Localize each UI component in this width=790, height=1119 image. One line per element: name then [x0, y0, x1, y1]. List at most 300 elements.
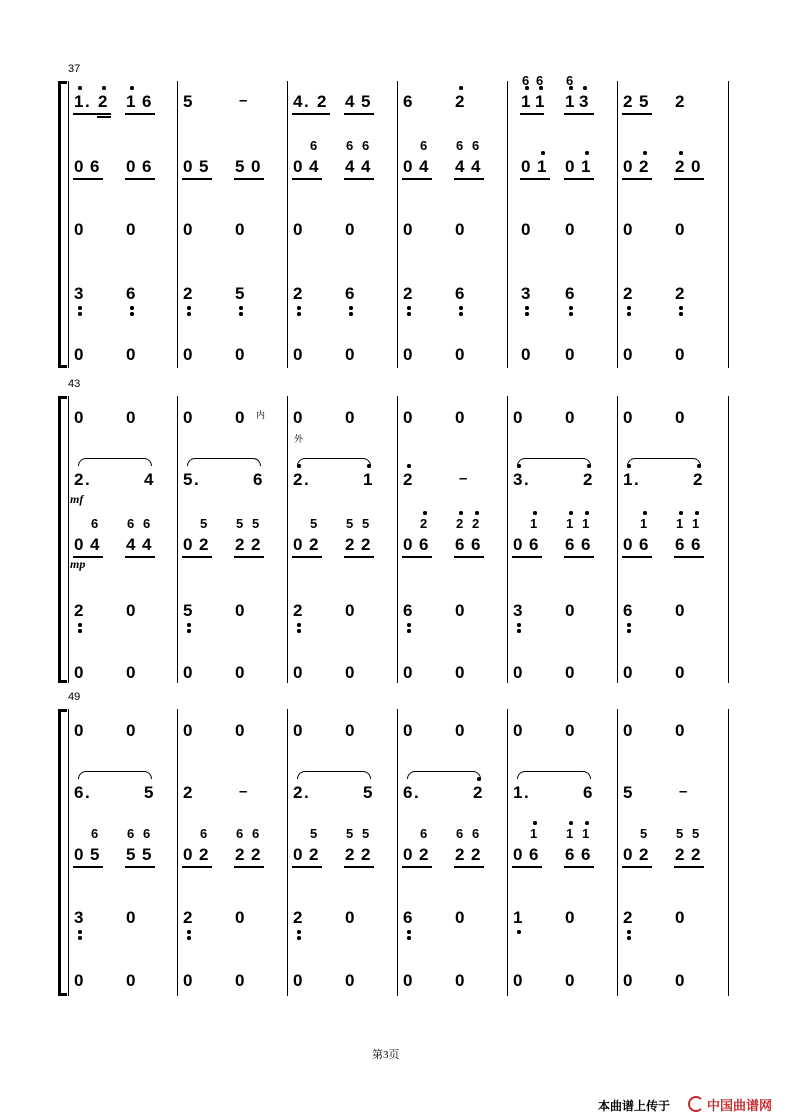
note: 0: [623, 408, 633, 427]
note: 0: [455, 345, 465, 364]
note: 1: [521, 92, 531, 111]
note: 2: [199, 845, 209, 864]
note: 0: [74, 971, 84, 990]
note: 0: [74, 845, 84, 864]
low-dot: [297, 306, 301, 310]
low-dot: [78, 312, 82, 316]
note: 2: [235, 845, 245, 864]
note: 1: [513, 783, 523, 802]
note: 2: [639, 845, 649, 864]
beam: [528, 556, 542, 558]
system-line: [68, 81, 69, 368]
note: 2: [693, 470, 703, 489]
note: 1: [363, 470, 373, 489]
note: 0: [455, 220, 465, 239]
beam: [580, 178, 594, 180]
chord-note: 6: [200, 826, 208, 841]
note: 4: [455, 157, 465, 176]
dash: –: [239, 92, 248, 109]
beam: [89, 178, 103, 180]
low-dot: [407, 312, 411, 316]
beam: [360, 556, 374, 558]
barline: [397, 396, 398, 683]
beam: [418, 556, 432, 558]
note: 0: [74, 408, 84, 427]
note: 0: [513, 721, 523, 740]
chord-note: 6: [420, 138, 428, 153]
low-dot: [78, 623, 82, 627]
note: 0: [183, 345, 193, 364]
low-dot: [627, 306, 631, 310]
slur: [517, 771, 591, 779]
note: 0: [565, 663, 575, 682]
beam: [690, 178, 704, 180]
note: 5: [623, 783, 633, 802]
note: 0: [623, 721, 633, 740]
note: 0: [126, 663, 136, 682]
note: 0: [565, 601, 575, 620]
note: 6: [583, 783, 593, 802]
note: 4: [90, 535, 100, 554]
note: 0: [235, 601, 245, 620]
system-line: [68, 396, 69, 683]
high-dot: [643, 511, 647, 515]
low-dot: [407, 930, 411, 934]
note: 2: [403, 470, 413, 489]
note: 6: [403, 92, 413, 111]
augmentation-dot: .: [304, 92, 309, 111]
note: 4: [471, 157, 481, 176]
chord-note: 6: [252, 826, 260, 841]
high-dot: [423, 511, 427, 515]
measure-number: 49: [68, 691, 81, 703]
note: 2: [293, 470, 303, 489]
beam: [638, 178, 652, 180]
note: 6: [455, 535, 465, 554]
chord-note: 6: [566, 73, 574, 88]
note: 0: [126, 971, 136, 990]
augmentation-dot: .: [524, 783, 529, 802]
chord-note: 1: [530, 826, 538, 841]
note: 5: [183, 601, 193, 620]
note: 2: [309, 535, 319, 554]
barline: [507, 709, 508, 996]
note: 0: [623, 971, 633, 990]
beam: [470, 866, 484, 868]
chord-note: 1: [676, 516, 684, 531]
note: 1: [581, 157, 591, 176]
low-dot: [627, 629, 631, 633]
chord-note: 2: [456, 516, 464, 531]
note: 2: [293, 783, 303, 802]
slur: [627, 458, 701, 466]
chord-note: 6: [143, 516, 151, 531]
chord-note: 5: [676, 826, 684, 841]
note: 6: [565, 845, 575, 864]
note: 5: [235, 284, 245, 303]
note: 2: [583, 470, 593, 489]
note: 0: [565, 220, 575, 239]
measure-number: 43: [68, 378, 81, 390]
note: 2: [235, 535, 245, 554]
note: 2: [473, 783, 483, 802]
note: 2: [675, 845, 685, 864]
chord-note: 5: [640, 826, 648, 841]
low-dot: [517, 629, 521, 633]
beam: [418, 178, 432, 180]
note: 0: [403, 845, 413, 864]
barline: [177, 81, 178, 368]
note: 4: [142, 535, 152, 554]
note: 0: [235, 908, 245, 927]
annotation: 外: [294, 434, 304, 444]
augmentation-dot: .: [85, 470, 90, 489]
note: 2: [403, 284, 413, 303]
barline: [617, 396, 618, 683]
note: 0: [403, 971, 413, 990]
system-line: [68, 709, 69, 996]
note: 0: [293, 721, 303, 740]
chord-note: 1: [582, 516, 590, 531]
note: 0: [293, 663, 303, 682]
beam: [638, 556, 652, 558]
chord-note: 6: [456, 138, 464, 153]
note: 0: [403, 408, 413, 427]
barline: [287, 81, 288, 368]
note: 2: [183, 284, 193, 303]
note: 0: [183, 157, 193, 176]
note: 0: [74, 721, 84, 740]
note: 0: [74, 157, 84, 176]
note: 2: [675, 157, 685, 176]
note: 0: [345, 601, 355, 620]
note: 0: [235, 408, 245, 427]
note: 3: [513, 470, 523, 489]
high-dot: [407, 464, 411, 468]
note: 0: [513, 971, 523, 990]
note: 0: [293, 845, 303, 864]
note: 4: [361, 157, 371, 176]
note: 3: [521, 284, 531, 303]
note: 0: [565, 408, 575, 427]
high-dot: [679, 151, 683, 155]
barline: [177, 396, 178, 683]
low-dot: [78, 930, 82, 934]
note: 0: [455, 601, 465, 620]
low-dot: [187, 312, 191, 316]
note: 2: [74, 601, 84, 620]
beam: [141, 178, 155, 180]
note: 0: [235, 721, 245, 740]
note: 0: [345, 220, 355, 239]
high-dot: [533, 511, 537, 515]
note: 1: [126, 92, 136, 111]
chord-note: 2: [472, 516, 480, 531]
annotation: 内: [256, 410, 266, 420]
note: 1: [565, 92, 575, 111]
augmentation-dot: .: [85, 783, 90, 802]
note: 0: [293, 345, 303, 364]
note: 0: [565, 345, 575, 364]
note: 2: [293, 908, 303, 927]
note: 0: [521, 345, 531, 364]
chord-note: 6: [143, 826, 151, 841]
beam: [89, 556, 103, 558]
barline: [728, 709, 729, 996]
note: 0: [623, 157, 633, 176]
low-dot: [627, 623, 631, 627]
note: 3: [513, 601, 523, 620]
note: 2: [345, 845, 355, 864]
high-dot: [459, 511, 463, 515]
chord-note: 6: [456, 826, 464, 841]
chord-note: 6: [127, 516, 135, 531]
note: 0: [183, 535, 193, 554]
low-dot: [517, 930, 521, 934]
note: 0: [293, 157, 303, 176]
dash: –: [459, 470, 468, 487]
low-dot: [78, 306, 82, 310]
measure-number: 37: [68, 63, 81, 75]
note: 6: [419, 535, 429, 554]
note: 5: [126, 845, 136, 864]
augmentation-dot: .: [414, 783, 419, 802]
note: 0: [691, 157, 701, 176]
note: 0: [455, 971, 465, 990]
note: 0: [623, 663, 633, 682]
augmentation-dot: .: [194, 470, 199, 489]
high-dot: [459, 86, 463, 90]
beam: [536, 178, 550, 180]
note: 2: [309, 845, 319, 864]
note: 0: [521, 220, 531, 239]
chord-note: 6: [420, 826, 428, 841]
low-dot: [187, 930, 191, 934]
chord-note: 6: [522, 73, 530, 88]
note: 0: [126, 721, 136, 740]
note: 0: [345, 408, 355, 427]
beam: [198, 866, 212, 868]
chord-note: 6: [536, 73, 544, 88]
note: 0: [403, 220, 413, 239]
note: 2: [293, 601, 303, 620]
low-dot: [627, 936, 631, 940]
high-dot: [585, 511, 589, 515]
beam: [89, 866, 103, 868]
note: 2: [317, 92, 327, 111]
high-dot: [695, 511, 699, 515]
note: 0: [183, 408, 193, 427]
chord-note: 6: [236, 826, 244, 841]
slur: [517, 458, 591, 466]
high-dot: [569, 821, 573, 825]
augmentation-dot: .: [304, 783, 309, 802]
note: 0: [455, 663, 465, 682]
low-dot: [297, 629, 301, 633]
beam: [690, 556, 704, 558]
low-dot: [297, 623, 301, 627]
note: 0: [565, 721, 575, 740]
note: 6: [639, 535, 649, 554]
note: 0: [126, 601, 136, 620]
note: 0: [235, 345, 245, 364]
barline: [287, 396, 288, 683]
high-dot: [585, 821, 589, 825]
note: 0: [126, 908, 136, 927]
chord-note: 5: [346, 516, 354, 531]
note: 1: [623, 470, 633, 489]
note: 1: [74, 92, 84, 111]
low-dot: [407, 306, 411, 310]
note: 2: [74, 470, 84, 489]
note: 0: [293, 535, 303, 554]
beam: [97, 113, 111, 115]
note: 2: [199, 535, 209, 554]
beam: [97, 116, 111, 118]
note: 2: [361, 845, 371, 864]
low-dot: [187, 629, 191, 633]
low-dot: [459, 312, 463, 316]
beam: [580, 866, 594, 868]
note: 0: [235, 663, 245, 682]
dynamic-mf: mf: [70, 492, 84, 506]
note: 0: [345, 721, 355, 740]
high-dot: [130, 86, 134, 90]
note: 6: [142, 157, 152, 176]
note: 6: [345, 284, 355, 303]
chord-note: 1: [530, 516, 538, 531]
chord-note: 5: [252, 516, 260, 531]
note: 0: [403, 157, 413, 176]
note: 6: [126, 284, 136, 303]
low-dot: [349, 312, 353, 316]
note: 2: [455, 845, 465, 864]
note: 5: [639, 92, 649, 111]
chord-note: 1: [692, 516, 700, 531]
low-dot: [407, 936, 411, 940]
note: 2: [639, 157, 649, 176]
chord-note: 6: [310, 138, 318, 153]
low-dot: [459, 306, 463, 310]
beam: [690, 866, 704, 868]
note: 2: [361, 535, 371, 554]
note: 6: [529, 845, 539, 864]
beam: [308, 178, 322, 180]
note: 2: [623, 908, 633, 927]
dash: –: [239, 783, 248, 800]
chord-note: 6: [91, 516, 99, 531]
beam: [198, 178, 212, 180]
high-dot: [585, 151, 589, 155]
note: 2: [471, 845, 481, 864]
low-dot: [517, 623, 521, 627]
note: 0: [675, 345, 685, 364]
note: 6: [623, 601, 633, 620]
note: 0: [565, 971, 575, 990]
beam: [528, 866, 542, 868]
note: 6: [691, 535, 701, 554]
low-dot: [569, 312, 573, 316]
chord-note: 2: [420, 516, 428, 531]
note: 1: [537, 157, 547, 176]
high-dot: [541, 151, 545, 155]
beam: [308, 556, 322, 558]
chord-note: 1: [640, 516, 648, 531]
note: 0: [675, 971, 685, 990]
high-dot: [679, 511, 683, 515]
slur: [297, 458, 371, 466]
note: 0: [565, 157, 575, 176]
low-dot: [525, 306, 529, 310]
beam: [578, 113, 592, 115]
augmentation-dot: .: [634, 470, 639, 489]
high-dot: [569, 511, 573, 515]
augmentation-dot: .: [524, 470, 529, 489]
note: 4: [345, 157, 355, 176]
chord-note: 1: [566, 516, 574, 531]
note: 0: [235, 220, 245, 239]
low-dot: [78, 629, 82, 633]
beam: [250, 556, 264, 558]
note: 0: [675, 408, 685, 427]
dynamic-mp: mp: [70, 557, 86, 571]
low-dot: [407, 623, 411, 627]
note: 6: [565, 535, 575, 554]
note: 3: [579, 92, 589, 111]
low-dot: [525, 312, 529, 316]
note: 0: [623, 345, 633, 364]
upload-credit: 本曲谱上传于: [598, 1099, 671, 1113]
chord-note: 5: [310, 826, 318, 841]
low-dot: [407, 629, 411, 633]
slur: [78, 771, 152, 779]
note: 0: [345, 663, 355, 682]
high-dot: [78, 86, 82, 90]
barline: [397, 709, 398, 996]
note: 0: [235, 971, 245, 990]
note: 6: [675, 535, 685, 554]
note: 0: [74, 535, 84, 554]
note: 4: [144, 470, 154, 489]
beam: [316, 113, 330, 115]
note: 2: [345, 535, 355, 554]
note: 6: [90, 157, 100, 176]
note: 0: [513, 408, 523, 427]
note: 2: [251, 845, 261, 864]
chord-note: 1: [566, 826, 574, 841]
barline: [507, 396, 508, 683]
beam: [141, 556, 155, 558]
note: 0: [403, 721, 413, 740]
note: 2: [623, 284, 633, 303]
low-dot: [627, 930, 631, 934]
note: 6: [455, 284, 465, 303]
note: 5: [142, 845, 152, 864]
note: 0: [513, 663, 523, 682]
note: 4: [345, 92, 355, 111]
beam: [638, 113, 652, 115]
beam: [418, 866, 432, 868]
note: 4: [309, 157, 319, 176]
note: 2: [675, 92, 685, 111]
high-dot: [102, 86, 106, 90]
low-dot: [297, 936, 301, 940]
note: 0: [675, 601, 685, 620]
beam: [520, 113, 544, 115]
note: 0: [183, 721, 193, 740]
note: 0: [183, 663, 193, 682]
chord-note: 5: [692, 826, 700, 841]
